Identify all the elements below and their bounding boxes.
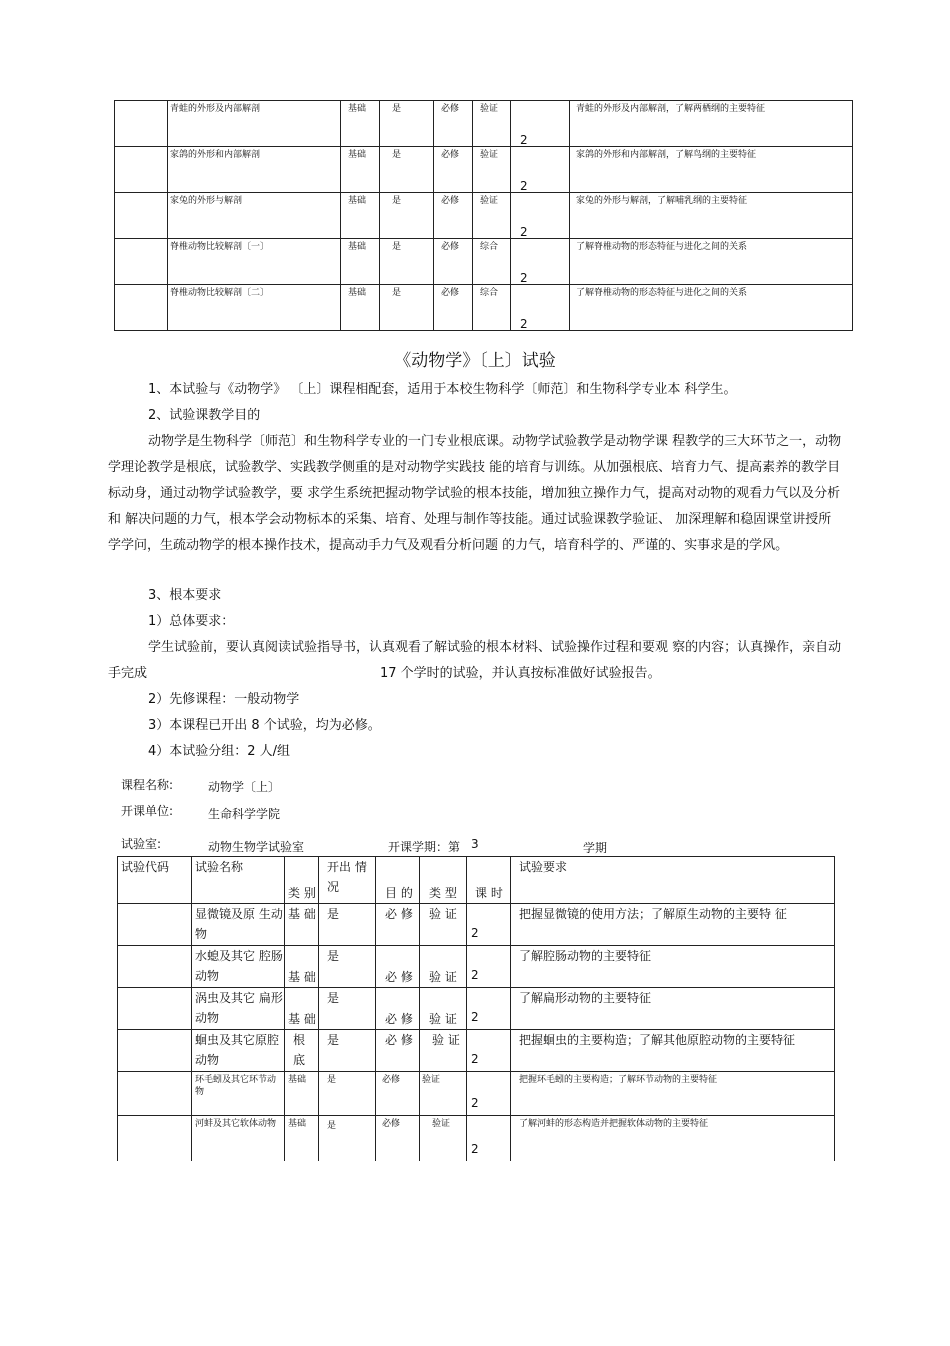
hours-cell [511, 147, 570, 193]
header-row [118, 857, 835, 904]
hours-cell [467, 988, 511, 1030]
course-name-value: 动物学〔上〕 [208, 780, 281, 794]
type-cell: 基础 [341, 147, 380, 193]
done-cell: 是 [319, 904, 376, 946]
kind-cell: 验证 [420, 1072, 467, 1116]
nature-cell: 必修 [434, 239, 473, 285]
table-row [118, 1072, 835, 1116]
kind-cell: 综合 [473, 239, 511, 285]
kind-cell: 验证 [473, 193, 511, 239]
hours-cell [467, 904, 511, 946]
bottom-experiment-table [117, 856, 835, 1161]
table-row [115, 285, 853, 331]
hours-cell [467, 1030, 511, 1072]
hours-value: 2 [520, 317, 528, 331]
subsection-4: 4）本试验分组：2 人/组 [148, 744, 291, 759]
hours-value: 2 [471, 1052, 479, 1066]
nature-cell: 必修 [434, 285, 473, 331]
requirement-cell: 家鸽的外形和内部解剖，了解鸟纲的主要特征 [570, 147, 853, 193]
hours-cell [511, 239, 570, 285]
hours-value: 2 [520, 271, 528, 285]
paragraph-1: 1、本试验与《动物学》 〔上〕课程相配套，适用于本校生物科学〔师范〕和生物科学专业本 科学生。 [148, 382, 737, 397]
experiment-name: 青蛙的外形及内部解剖 [168, 101, 341, 147]
code-cell [115, 239, 168, 285]
hours-cell [511, 193, 570, 239]
done-cell: 是 [380, 101, 434, 147]
hours-value: 2 [471, 968, 479, 982]
table-row [118, 988, 835, 1030]
nature-cell: 必修 [434, 101, 473, 147]
experiment-name: 脊椎动物比较解剖〔二〕 [168, 285, 341, 331]
nature-cell: 必修 [434, 147, 473, 193]
experiment-name: 涡虫及其它 扁形动物 [192, 988, 285, 1030]
hours-value: 2 [520, 179, 528, 193]
code-cell [118, 946, 192, 988]
section-heading-2: 2、试验课教学目的 [148, 408, 261, 423]
header-done: 开出 情况 [319, 857, 376, 904]
requirement-cell: 了解扁形动物的主要特征 [511, 988, 835, 1030]
subsection-1: 1）总体要求： [148, 614, 235, 629]
requirement-cell: 了解脊椎动物的形态特征与进化之间的关系 [570, 285, 853, 331]
code-cell [115, 285, 168, 331]
experiment-name: 显微镜及原 生动物 [192, 904, 285, 946]
term-label: 开课学期：第 [388, 840, 461, 854]
nature-cell: 必 修 [376, 1030, 420, 1072]
code-cell [118, 1030, 192, 1072]
requirement-cell: 把握显微镜的使用方法；了解原生动物的主要特 征 [511, 904, 835, 946]
hours-value: 2 [520, 133, 528, 147]
top-experiment-table [114, 100, 853, 331]
unit-value: 生命科学学院 [208, 807, 281, 821]
type-cell: 根 底 [285, 1030, 319, 1072]
type-cell: 基 础 [285, 904, 319, 946]
table-row [115, 193, 853, 239]
requirement-cell: 青蛙的外形及内部解剖，了解两栖纲的主要特征 [570, 101, 853, 147]
term-value: 3 [471, 837, 479, 851]
table-row [115, 101, 853, 147]
table-row [118, 1116, 835, 1162]
type-cell: 基础 [285, 1072, 319, 1116]
experiment-name: 河蚌及其它软体动物 [192, 1116, 285, 1162]
code-cell [118, 904, 192, 946]
kind-cell: 验证 [473, 147, 511, 193]
done-cell: 是 [319, 1030, 376, 1072]
header-type: 类 别 [285, 857, 319, 904]
type-cell: 基础 [341, 101, 380, 147]
term-suffix: 学期 [583, 841, 608, 855]
table-row [118, 1030, 835, 1072]
hours-cell [511, 101, 570, 147]
code-cell [115, 101, 168, 147]
done-cell: 是 [380, 147, 434, 193]
hours-cell [467, 946, 511, 988]
requirement-cell: 把握环毛蚓的主要构造；了解环节动物的主要特征 [511, 1072, 835, 1116]
nature-cell: 必修 [376, 1116, 420, 1162]
table-row [118, 904, 835, 946]
experiment-name: 家鸽的外形和内部解剖 [168, 147, 341, 193]
requirement-cell: 了解脊椎动物的形态特征与进化之间的关系 [570, 239, 853, 285]
table-row [115, 239, 853, 285]
code-cell [115, 193, 168, 239]
kind-cell: 验 证 [420, 1030, 467, 1072]
subsection-2: 2）先修课程：一般动物学 [148, 692, 300, 707]
done-cell: 是 [319, 1072, 376, 1116]
code-cell [115, 147, 168, 193]
kind-cell: 验 证 [420, 904, 467, 946]
hours-cell [467, 1116, 511, 1162]
type-cell: 基础 [285, 1116, 319, 1162]
header-kind: 类 型 [420, 857, 467, 904]
code-cell [118, 1072, 192, 1116]
experiment-name: 脊椎动物比较解剖〔一〕 [168, 239, 341, 285]
header-name: 试验名称 [192, 857, 285, 904]
experiment-name: 蛔虫及其它原腔动物 [192, 1030, 285, 1072]
type-cell: 基础 [341, 239, 380, 285]
requirement-cell: 家兔的外形与解剖，了解哺乳纲的主要特征 [570, 193, 853, 239]
kind-cell: 综合 [473, 285, 511, 331]
paragraph-3: 动物学是生物科学〔师范〕和生物科学专业的一门专业根底课。动物学试验教学是动物学课 程教学的三大环节之一，动物学理论教学是根底，试验教学、实践教学侧重的是对动物学实践技 能的培育与训练。从加强根底、培育力气、提高素养的教学目标动身，通过动物学试验教学，要 求学生系统把握动物学试验的根本技能，增加独立操作力气，提高对动物的观看力气以及分析和 解决问题的力气，根本学会动物标本的采集、培育、处理与制作等技能。通过试验课教学验证、 加深理解和稳固课堂讲授所学学问，生疏动物学的根本操作技术，提高动手力气及观看分析问题 的力气，培育科学的、严谨的、实事求是的学风。 [108, 434, 842, 553]
course-name-label: 课程名称: [121, 778, 174, 792]
hours-cell [511, 285, 570, 331]
done-cell: 是 [380, 193, 434, 239]
nature-cell: 必 修 [376, 988, 420, 1030]
code-cell [118, 988, 192, 1030]
type-cell: 基础 [341, 285, 380, 331]
hours-value: 2 [471, 1096, 479, 1110]
page-title: 《动物学》〔上〕试验 [394, 351, 556, 371]
hours-value: 2 [471, 1010, 479, 1024]
done-cell: 是 [380, 239, 434, 285]
hours-value: 2 [520, 225, 528, 239]
subsection-3: 3）本课程已开出 8 个试验，均为必修。 [148, 718, 381, 733]
section-heading-3: 3、根本要求 [148, 588, 222, 603]
experiment-name: 环毛蚓及其它环节动物 [192, 1072, 285, 1116]
hours-value: 2 [471, 1142, 479, 1156]
lab-label: 试验室: [121, 837, 162, 851]
done-cell: 是 [319, 1116, 376, 1162]
lab-value: 动物生物学试验室 [208, 840, 305, 854]
table-row [118, 946, 835, 988]
kind-cell: 验证 [473, 101, 511, 147]
paragraph-6b: 17 个学时的试验，并认真按标准做好试验报告。 [380, 666, 661, 681]
hours-value: 2 [471, 926, 479, 940]
header-hours: 课 时 [467, 857, 511, 904]
header-nature: 目 的 [376, 857, 420, 904]
type-cell: 基 础 [285, 988, 319, 1030]
hours-cell [467, 1072, 511, 1116]
requirement-cell: 把握蛔虫的主要构造；了解其他原腔动物的主要特征 [511, 1030, 835, 1072]
header-code: 试验代码 [118, 857, 192, 904]
experiment-name: 家兔的外形与解剖 [168, 193, 341, 239]
table-row [115, 147, 853, 193]
done-cell: 是 [319, 946, 376, 988]
kind-cell: 验证 [420, 1116, 467, 1162]
code-cell [118, 1116, 192, 1162]
type-cell: 基 础 [285, 946, 319, 988]
done-cell: 是 [319, 988, 376, 1030]
experiment-name: 水螅及其它 腔肠动物 [192, 946, 285, 988]
kind-cell: 验 证 [420, 946, 467, 988]
nature-cell: 必修 [376, 1072, 420, 1116]
requirement-cell: 了解腔肠动物的主要特征 [511, 946, 835, 988]
nature-cell: 必修 [434, 193, 473, 239]
nature-cell: 必 修 [376, 904, 420, 946]
done-cell: 是 [380, 285, 434, 331]
requirement-cell: 了解河蚌的形态构造并把握软体动物的主要特征 [511, 1116, 835, 1162]
unit-label: 开课单位: [121, 804, 174, 818]
type-cell: 基础 [341, 193, 380, 239]
kind-cell: 验 证 [420, 988, 467, 1030]
header-requirement: 试验要求 [511, 857, 835, 904]
nature-cell: 必 修 [376, 946, 420, 988]
paragraph-6a: 学生试验前，要认真阅读试验指导书，认真观看了解试验的根本材料、试验操作过程和要观 察的内容；认真操作，亲自动手完成 [108, 640, 842, 681]
